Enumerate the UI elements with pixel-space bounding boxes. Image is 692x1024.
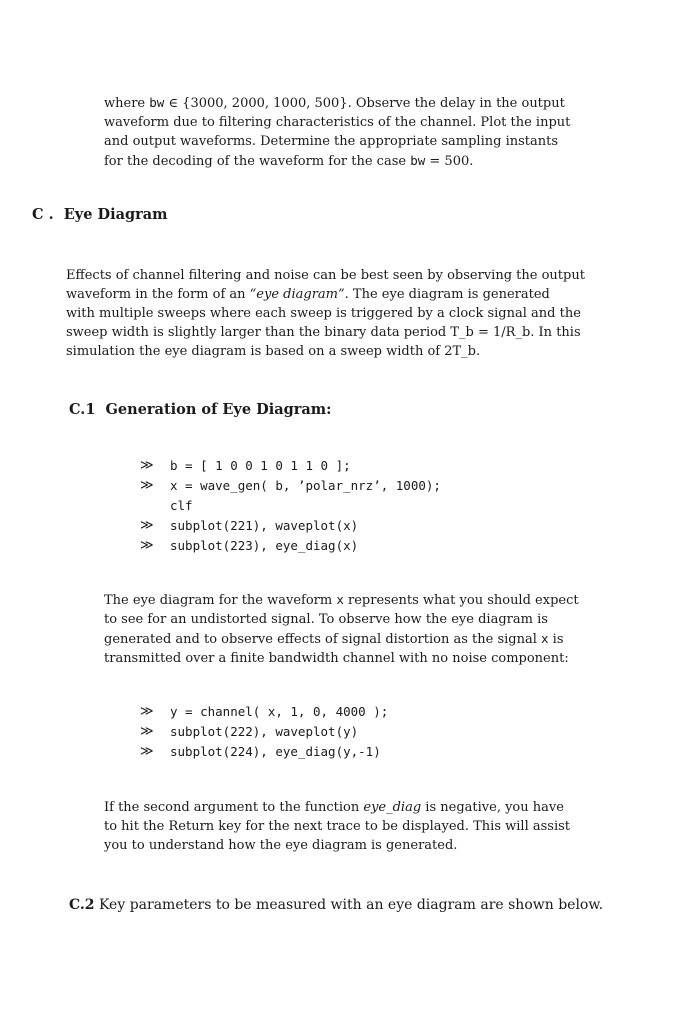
- paragraph-line: where bw ∈ {3000, 2000, 1000, 500}. Observe the delay in the output: [104, 95, 565, 111]
- subsection-number: C.2: [69, 897, 95, 913]
- paragraph-line: with multiple sweeps where each sweep is triggered by a clock signal and the: [66, 306, 581, 321]
- subsection-heading-c1: [69, 401, 331, 418]
- paragraph-line: to hit the Return key for the next trace to be displayed. This will assist: [104, 819, 571, 834]
- inline-code-x: x: [336, 592, 344, 607]
- subsection-text: Key parameters to be measured with an eye diagram are shown below.: [94, 897, 604, 913]
- subsection-c2: [69, 897, 603, 913]
- section-title: Eye Diagram: [63, 206, 168, 223]
- code-line: clf: [170, 498, 193, 513]
- paragraph-line: you to understand how the eye diagram is generated.: [104, 838, 458, 853]
- emphasized-term: “eye diagram”: [249, 287, 345, 302]
- inline-code-bw: bw: [410, 153, 426, 168]
- paragraph-undistorted-signal: [104, 590, 579, 668]
- prompt-symbol: ≫: [140, 478, 154, 493]
- code-block-channel: [140, 702, 388, 762]
- paragraph-line: waveform due to filtering characteristics of the channel. Plot the input: [104, 115, 571, 130]
- paragraph-eye-diagram-intro: [66, 266, 585, 361]
- paragraph-channel-delay: [104, 93, 576, 171]
- subsection-title: Generation of Eye Diagram:: [105, 401, 332, 418]
- paragraph-line: and output waveforms. Determine the appropriate sampling instants: [104, 134, 559, 149]
- paragraph-line: for the decoding of the waveform for the case bw = 500.: [104, 153, 474, 169]
- prompt-symbol: ≫: [140, 518, 154, 533]
- paragraph-line: waveform in the form of an “eye diagram”. The eye diagram is generated: [66, 287, 550, 302]
- code-line: ≫ subplot(222), waveplot(y): [140, 722, 388, 742]
- section-heading-c: [32, 206, 168, 223]
- subsection-number: C.1: [69, 401, 96, 418]
- code-line: ≫ b = [ 1 0 0 1 0 1 1 0 ];: [140, 456, 441, 476]
- section-number: C .: [32, 206, 54, 223]
- code-block-generation: [140, 456, 441, 556]
- emphasized-function-name: eye_diag: [363, 800, 422, 815]
- code-line: ≫ y = channel( x, 1, 0, 4000 );: [140, 702, 388, 722]
- prompt-symbol: ≫: [140, 724, 154, 739]
- inline-code-bw: bw: [149, 95, 165, 110]
- paragraph-line: transmitted over a finite bandwidth channel with no noise component:: [104, 651, 569, 666]
- paragraph-eye-diag-argument: [104, 798, 576, 855]
- inline-code-x: x: [541, 631, 549, 646]
- prompt-symbol: ≫: [140, 704, 154, 719]
- code-line: ≫ x = wave_gen( b, ’polar_nrz’, 1000);: [140, 476, 441, 496]
- prompt-symbol: ≫: [140, 538, 154, 553]
- paragraph-line: to see for an undistorted signal. To observe how the eye diagram is: [104, 612, 548, 627]
- code-line: ≫ subplot(224), eye_diag(y,-1): [140, 742, 388, 762]
- paragraph-line: simulation the eye diagram is based on a sweep width of 2T_b.: [66, 344, 481, 359]
- prompt-symbol: ≫: [140, 458, 154, 473]
- paragraph-line: generated and to observe effects of signal distortion as the signal x is: [104, 631, 564, 647]
- paragraph-line: If the second argument to the function eye_diag is negative, you have: [104, 800, 564, 815]
- paragraph-line: sweep width is slightly larger than the binary data period T_b = 1/R_b. In this: [66, 325, 581, 340]
- code-line: ≫ subplot(223), eye_diag(x): [140, 536, 441, 556]
- paragraph-line: Effects of channel filtering and noise can be best seen by observing the output: [66, 268, 585, 283]
- paragraph-line: The eye diagram for the waveform x represents what you should expect: [104, 592, 579, 608]
- code-line: ≫ subplot(221), waveplot(x): [140, 516, 441, 536]
- prompt-symbol: ≫: [140, 744, 154, 759]
